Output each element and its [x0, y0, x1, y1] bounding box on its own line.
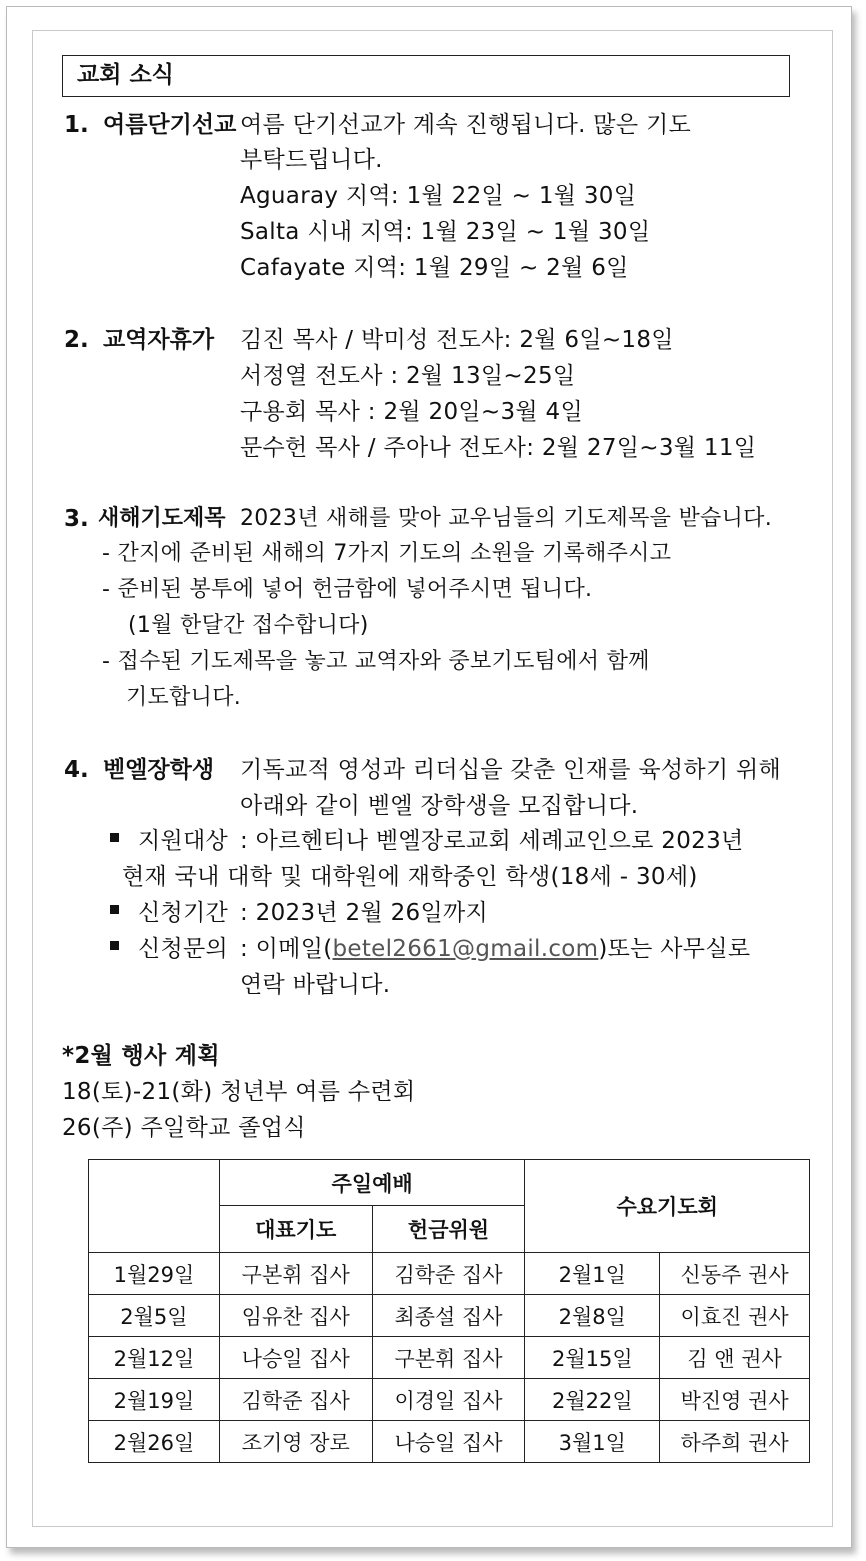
item3-line: 기도합니다.	[126, 685, 242, 710]
item3-line: - 준비된 봉투에 넣어 헌금함에 넣어주시면 됩니다.	[102, 577, 593, 602]
table-cell: 2월12일	[89, 1337, 220, 1379]
item2-line: 문수헌 목사 / 주아나 전도사: 2월 27일~3월 11일	[240, 435, 757, 461]
table-cell: 2월15일	[525, 1337, 660, 1379]
item3-line: 2023년 새해를 맞아 교우님들의 기도제목을 받습니다.	[240, 506, 772, 531]
table-cell: 구본휘 집사	[372, 1337, 525, 1379]
bullet-label: 지원대상	[138, 828, 229, 854]
item1-line: Salta 시내 지역: 1월 23일 ~ 1월 30일	[240, 219, 651, 245]
item3-label: 새해기도제목	[98, 506, 226, 531]
section-title: 교회 소식	[62, 55, 790, 97]
item2-line: 구용회 목사 : 2월 20일~3월 4일	[240, 399, 584, 425]
table-row	[89, 1379, 810, 1421]
table-cell: 김학준 집사	[372, 1253, 525, 1295]
bullet-text	[240, 934, 750, 964]
table-cell: 김학준 집사	[219, 1379, 372, 1421]
bullet-icon	[110, 833, 119, 842]
prayer-rep-header: 대표기도	[219, 1206, 372, 1253]
table-row	[89, 1337, 810, 1379]
table-cell: 이경일 집사	[372, 1379, 525, 1421]
item1-line: 여름 단기선교가 계속 진행됩니다. 많은 기도	[240, 112, 691, 138]
corner-cell	[89, 1160, 220, 1253]
item4-line: 아래와 같이 벧엘 장학생을 모집합니다.	[240, 793, 639, 819]
table-row	[89, 1421, 810, 1463]
item4-label: 벧엘장학생	[103, 757, 215, 783]
item2-number: 2.	[64, 327, 89, 353]
table-cell: 임유찬 집사	[219, 1295, 372, 1337]
bullet-text: : 아르헨티나 벧엘장로교회 세례교인으로 2023년	[240, 828, 744, 854]
table-row	[89, 1295, 810, 1337]
bullet-continuation: 현재 국내 대학 및 대학원에 재학중인 학생(18세 - 30세)	[122, 864, 698, 890]
item4-line: 기독교적 영성과 리더십을 갖춘 인재를 육성하기 위해	[240, 757, 782, 783]
item1-label: 여름단기선교	[103, 112, 237, 138]
table-cell: 최종설 집사	[372, 1295, 525, 1337]
item2-label: 교역자휴가	[103, 327, 215, 353]
item2-line: 서정열 전도사 : 2월 13일~25일	[240, 363, 576, 389]
table-cell: 하주희 권사	[660, 1421, 810, 1463]
item1-line: 부탁드립니다.	[240, 147, 383, 173]
table-cell: 2월26일	[89, 1421, 220, 1463]
table-cell: 김 앤 권사	[660, 1337, 810, 1379]
bullet-icon	[110, 905, 119, 914]
item3-line: - 간지에 준비된 새해의 7가지 기도의 소원을 기록해주시고	[102, 541, 672, 566]
table-cell: 1월29일	[89, 1253, 220, 1295]
table-cell: 2월1일	[525, 1253, 660, 1295]
item3-number: 3.	[64, 506, 89, 532]
item4-number: 4.	[64, 757, 89, 783]
table-cell: 구본휘 집사	[219, 1253, 372, 1295]
item1-number: 1.	[64, 112, 89, 138]
event-line: 18(토)-21(화) 청년부 여름 수련회	[62, 1079, 416, 1105]
bullet-text-post: )또는 사무실로	[598, 936, 751, 962]
table-cell: 신동주 권사	[660, 1253, 810, 1295]
table-cell: 3월1일	[525, 1421, 660, 1463]
events-heading: *2월 행사 계획	[62, 1043, 220, 1069]
bullet-continuation: 연락 바랍니다.	[240, 972, 391, 998]
item2-line: 김진 목사 / 박미성 전도사: 2월 6일~18일	[240, 327, 674, 353]
table-cell: 나승일 집사	[219, 1337, 372, 1379]
table-cell: 박진영 권사	[660, 1379, 810, 1421]
table-cell: 이효진 권사	[660, 1295, 810, 1337]
bullet-text-pre: : 이메일(	[240, 936, 333, 962]
table-cell: 2월5일	[89, 1295, 220, 1337]
service-schedule-table	[88, 1159, 810, 1463]
item1-line: Cafayate 지역: 1월 29일 ~ 2월 6일	[240, 255, 629, 281]
event-line: 26(주) 주일학교 졸업식	[62, 1115, 306, 1141]
item3-line: - 접수된 기도제목을 놓고 교역자와 중보기도팀에서 함께	[102, 649, 650, 674]
wednesday-prayer-header: 수요기도회	[525, 1160, 810, 1253]
item3-line: (1월 한달간 접수합니다)	[128, 613, 369, 638]
bullet-icon	[110, 941, 119, 950]
email-link[interactable]: betel2661@gmail.com	[332, 936, 599, 962]
bullet-label: 신청문의	[138, 936, 229, 962]
offering-header: 헌금위원	[372, 1206, 525, 1253]
item1-line: Aguaray 지역: 1월 22일 ~ 1월 30일	[240, 183, 637, 209]
table-cell: 2월8일	[525, 1295, 660, 1337]
table-row	[89, 1253, 810, 1295]
bullet-label: 신청기간	[138, 900, 229, 926]
table-cell: 나승일 집사	[372, 1421, 525, 1463]
table-cell: 2월19일	[89, 1379, 220, 1421]
table-cell: 조기영 장로	[219, 1421, 372, 1463]
table-cell: 2월22일	[525, 1379, 660, 1421]
sunday-service-header: 주일예배	[219, 1160, 525, 1206]
bullet-text: : 2023년 2월 26일까지	[240, 900, 489, 926]
